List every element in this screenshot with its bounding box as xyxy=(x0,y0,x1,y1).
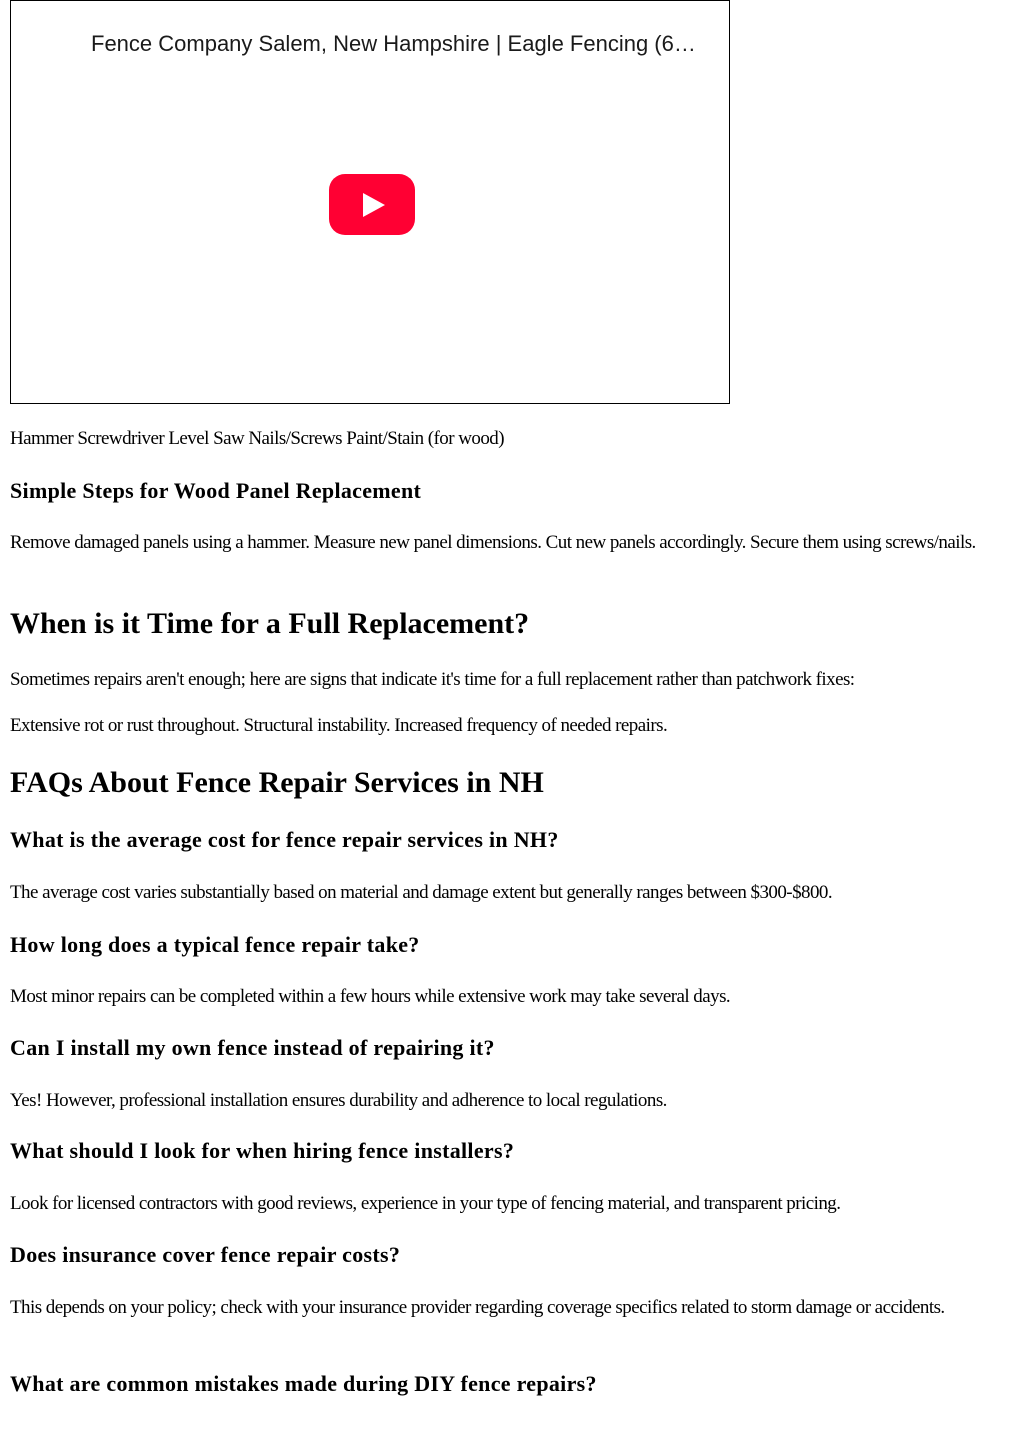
faq-answer: Yes! However, professional installation ensures durability and adherence to local regulations. xyxy=(10,1090,667,1111)
full-replacement-heading: When is it Time for a Full Replacement? xyxy=(10,607,530,640)
play-icon[interactable] xyxy=(329,174,415,235)
faq-question: What is the average cost for fence repair services in NH? xyxy=(10,827,559,852)
faq-answer: The average cost varies substantially based on material and damage extent but generally ranges between $300-$800. xyxy=(10,882,833,903)
faq-answer: Most minor repairs can be completed within a few hours while extensive work may take several days. xyxy=(10,986,731,1007)
faq-question: Does insurance cover fence repair costs? xyxy=(10,1242,401,1267)
video-title[interactable]: Fence Company Salem, New Hampshire | Eagle Fencing (6… xyxy=(91,31,696,56)
wood-panel-heading: Simple Steps for Wood Panel Replacement xyxy=(10,478,422,503)
video-player[interactable] xyxy=(10,0,730,404)
faq-answer: Look for licensed contractors with good reviews, experience in your type of fencing material, and transparent pricing. xyxy=(10,1193,841,1214)
full-replacement-signs: Extensive rot or rust throughout. Structural instability. Increased frequency of needed repairs. xyxy=(10,715,668,736)
full-replacement-intro: Sometimes repairs aren't enough; here are signs that indicate it's time for a full replacement rather than patchwork fixes: xyxy=(10,669,855,690)
faqs-heading: FAQs About Fence Repair Services in NH xyxy=(10,766,544,799)
faq-question: What should I look for when hiring fence installers? xyxy=(10,1138,515,1163)
faq-question: What are common mistakes made during DIY fence repairs? xyxy=(10,1371,597,1396)
faq-answer: This depends on your policy; check with your insurance provider regarding coverage specifics related to storm damage or accidents. xyxy=(10,1297,945,1318)
faq-question: Can I install my own fence instead of repairing it? xyxy=(10,1035,495,1060)
faq-question: How long does a typical fence repair take? xyxy=(10,932,420,957)
tools-list: Hammer Screwdriver Level Saw Nails/Screws Paint/Stain (for wood) xyxy=(10,428,505,449)
wood-panel-text: Remove damaged panels using a hammer. Measure new panel dimensions. Cut new panels accordingly. Secure them using screws/nails. xyxy=(10,532,976,553)
